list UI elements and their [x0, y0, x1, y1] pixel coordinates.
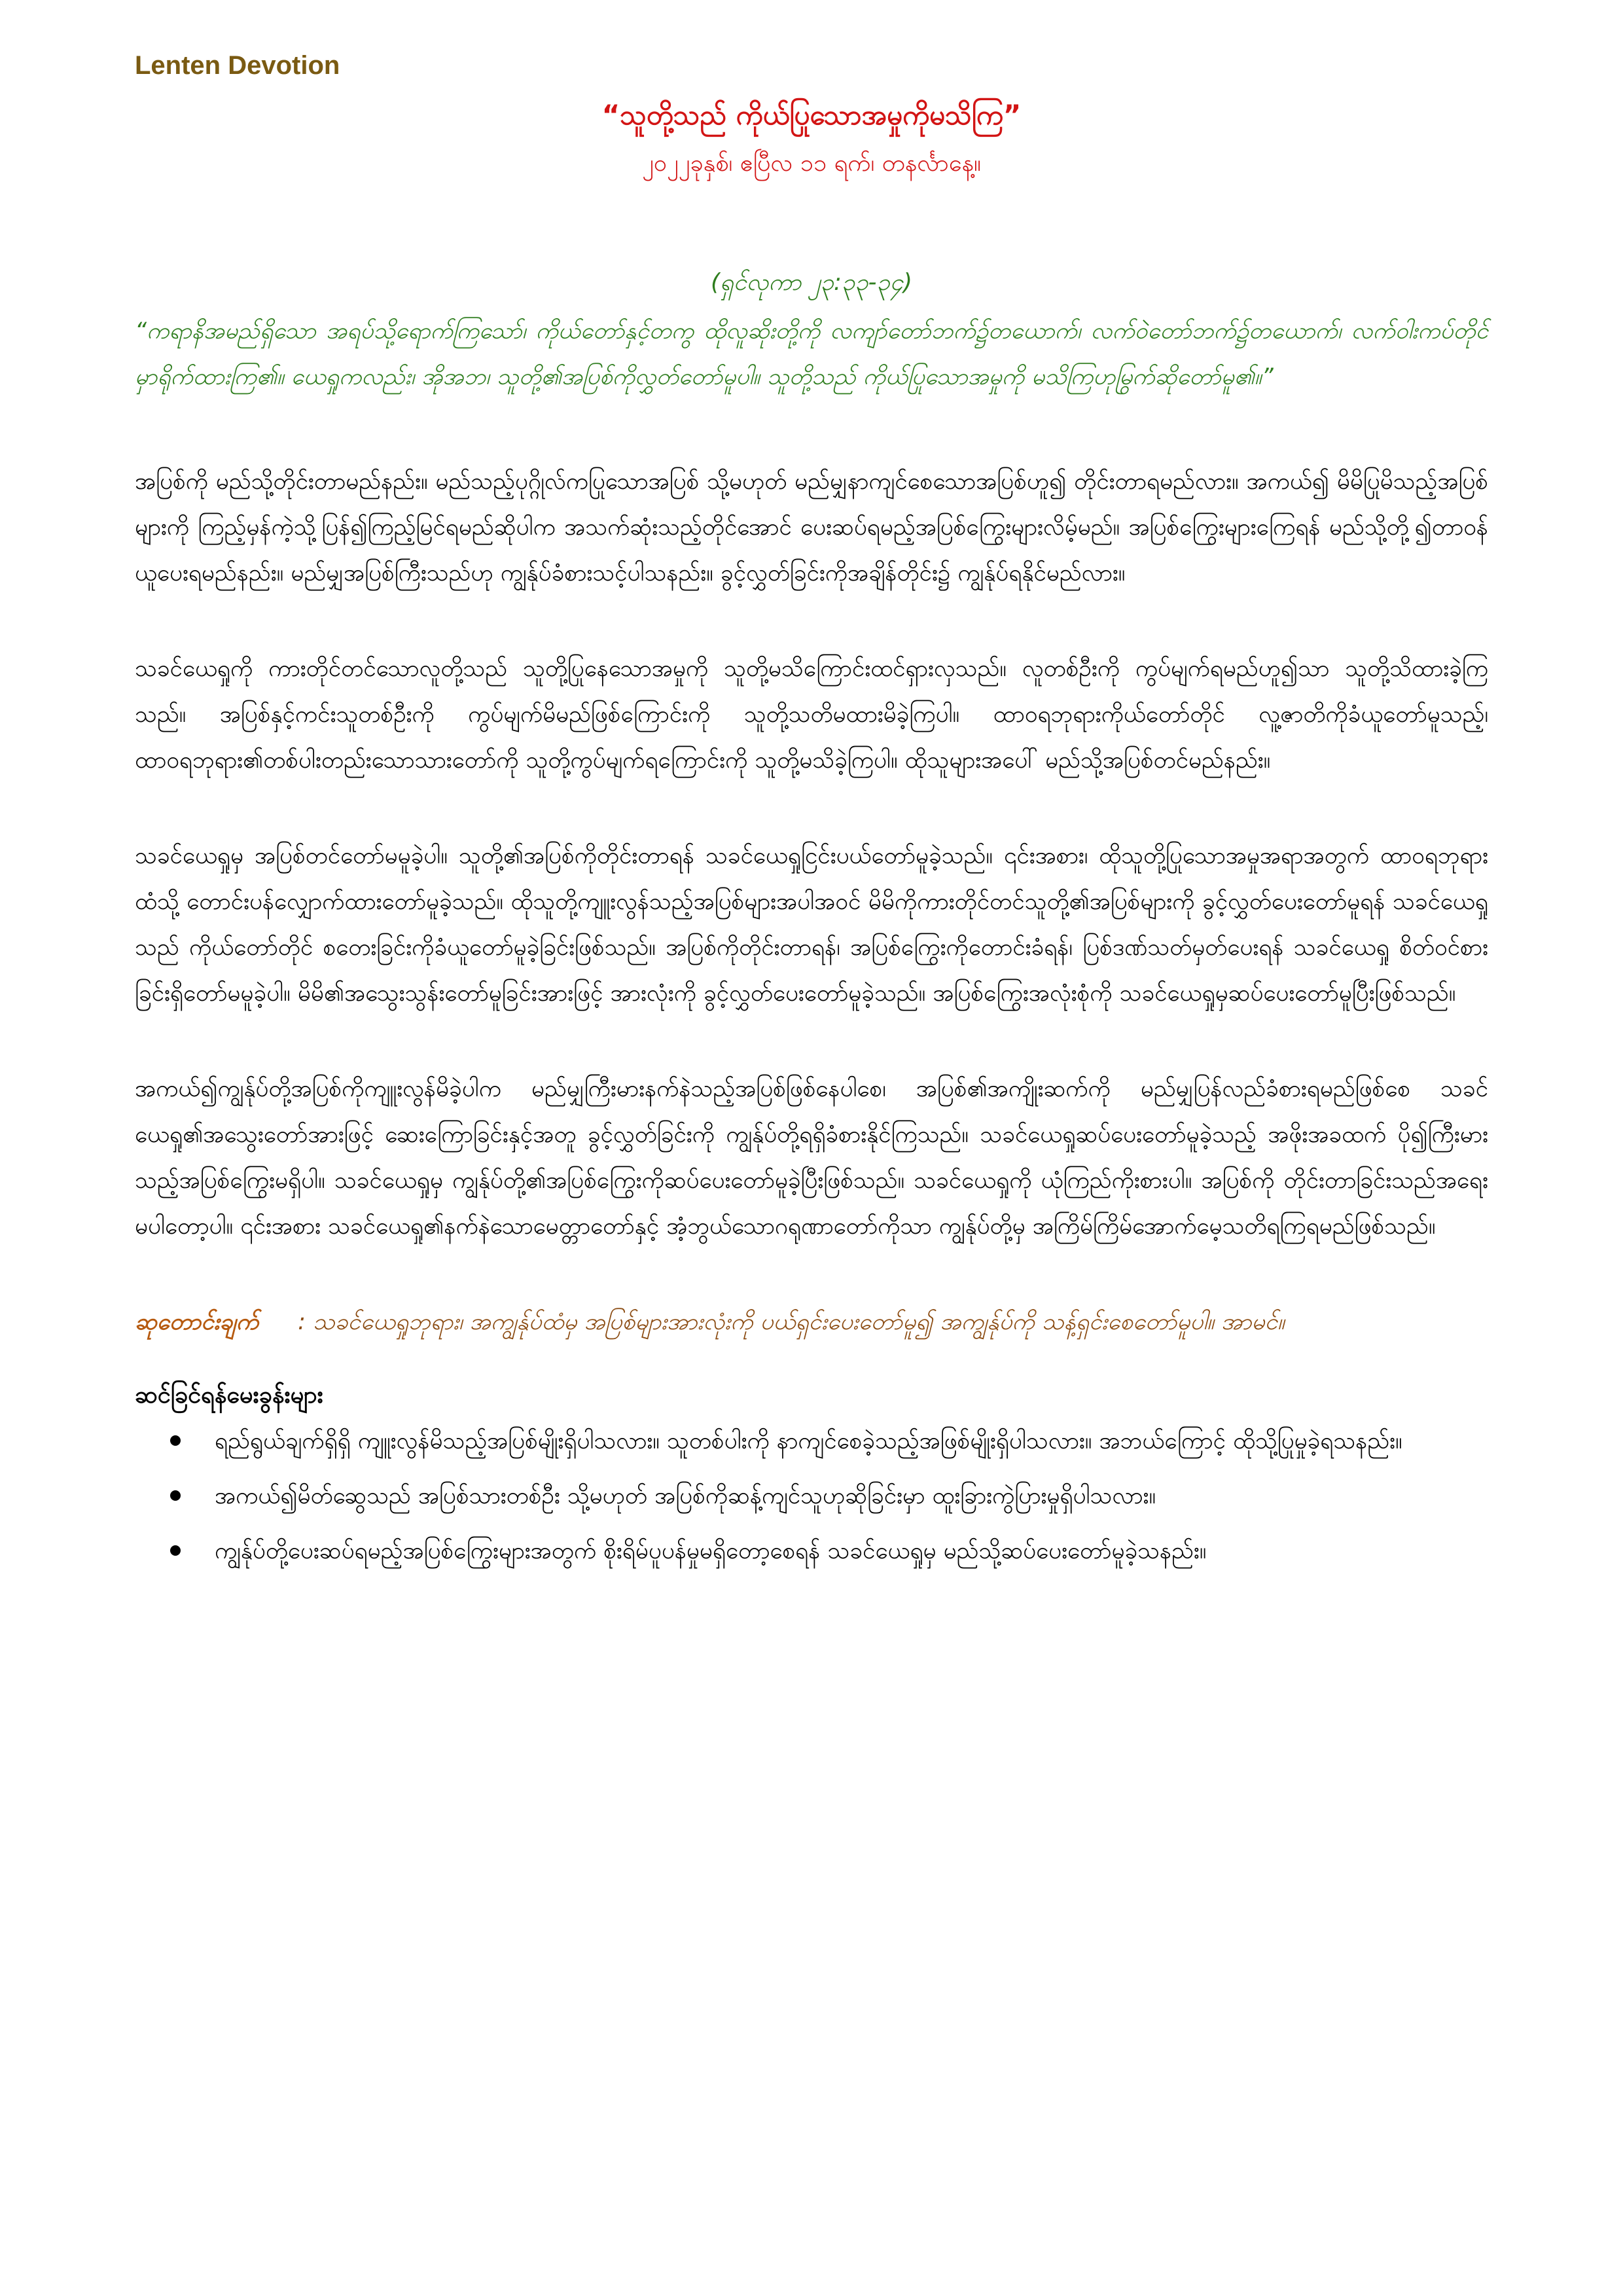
question-text: ကျွန်ုပ်တို့ပေးဆပ်ရမည့်အပြစ်ကြွေးများအတွက် စိုးရိမ်ပူပန်မှုမရှိတော့စေရန် သခင်ယေရှုမှ မည်သို့ဆပ်ပေးတော်မူခဲ့သနည်း။: [215, 1538, 1207, 1564]
scripture-reference: (ရှင်လုကာ ၂၃:၃၃-၃၄): [710, 269, 912, 296]
body-paragraph-3: သခင်ယေရှုမှ အပြစ်တင်တော်မမူခဲ့ပါ။ သူတို့၏အပြစ်ကိုတိုင်းတာရန် သခင်ယေရှုငြင်းပယ်တော်မူခဲ့သည်။ ၎င်းအစား၊ ထိုသူတို့ပြုသောအမှုအရာအတွက် ထာဝရဘုရားထံသို့ တောင်းပန်လျှောက်ထားတော်မူခဲ့သည်။ ထိုသူတို့ကျူးလွန်သည့်အပြစ်များအပါအဝင် မိမိကိုကားတိုင်တင်သူတို့၏အပြစ်များကို ခွင့်လွှတ်ပေးတော်မူရန် သခင်ယေရှုသည် ကိုယ်တော်တိုင် စတေးခြင်းကိုခံယူတော်မူခဲ့ခြင်းဖြစ်သည်။ အပြစ်ကိုတိုင်းတာရန်၊ အပြစ်ကြွေးကိုတောင်းခံရန်၊ ပြစ်ဒဏ်သတ်မှတ်ပေးရန် သခင်ယေရှု စိတ်ဝင်စားခြင်းရှိတော်မမူခဲ့ပါ။ မိမိ၏အသွေးသွန်းတော်မူခြင်းအားဖြင့် အားလုံးကို ခွင့်လွှတ်ပေးတော်မူခဲ့သည်။ အပြစ်ကြွေးအလုံးစုံကို သခင်ယေရှုမှဆပ်ပေးတော်မူပြီးဖြစ်သည်။: [135, 843, 1488, 1007]
prayer-text: : သခင်ယေရှုဘုရား၊ အကျွန်ုပ်ထံမှ အပြစ်များအားလုံးကို ပယ်ရှင်းပေးတော်မူ၍ အကျွန်ုပ်ကို သန့်ရှင်းစေတော်မူပါ။ အာမင်။: [298, 1309, 1285, 1335]
bullet-icon: [170, 1490, 181, 1501]
scripture-text: “ကရာနိအမည်ရှိသော အရပ်သို့ရောက်ကြသော်၊ ကိုယ်တော်နှင့်တကွ ထိုလူဆိုးတို့ကို လကျာ်တော်ဘက်၌တယောက်၊ လက်ဝဲတော်ဘက်၌တယောက်၊ လက်ဝါးကပ်တိုင်မှာရိုက်ထားကြ၏။ ယေရှုကလည်း၊ အိုအဘ၊ သူတို့၏အပြစ်ကိုလွှတ်တော်မူပါ။ သူတို့သည် ကိုယ်ပြုသောအမှုကို မသိကြဟုမြွက်ဆိုတော်မူ၏။”: [135, 318, 1488, 390]
questions-list: [135, 1418, 1488, 1574]
list-item: [215, 1473, 1488, 1519]
bullet-icon: [170, 1545, 181, 1556]
body-paragraph-2: သခင်ယေရှုကို ကားတိုင်တင်သောလူတို့သည် သူတို့ပြုနေသောအမှုကို သူတို့မသိကြောင်းထင်ရှားလှသည်။ လူတစ်ဦးကို ကွပ်မျက်ရမည်ဟူ၍သာ သူတို့သိထားခဲ့ကြသည်။ အပြစ်နှင့်ကင်းသူတစ်ဦးကို ကွပ်မျက်မိမည်ဖြစ်ကြောင်းကို သူတို့သတိမထားမိခဲ့ကြပါ။ ထာဝရဘုရားကိုယ်တော်တိုင် လူ့ဇာတိကိုခံယူတော်မူသည့်၊ ထာဝရဘုရား၏တစ်ပါးတည်းသောသားတော်ကို သူတို့ကွပ်မျက်ရကြောင်းကို သူတို့မသိခဲ့ကြပါ။ ထိုသူများအပေါ် မည်သို့အပြစ်တင်မည်နည်း။: [135, 656, 1488, 774]
list-item: [215, 1528, 1488, 1574]
question-text: အကယ်၍မိတ်ဆွေသည် အပြစ်သားတစ်ဦး သို့မဟုတ် အပြစ်ကိုဆန့်ကျင်သူဟုဆိုခြင်းမှာ ထူးခြားကွဲပြားမှုရှိပါသလား။: [215, 1483, 1156, 1509]
page-title: “သူတို့သည် ကိုယ်ပြုသောအမှုကိုမသိကြ”: [601, 99, 1022, 131]
series-label: Lenten Devotion: [135, 51, 340, 80]
body-paragraph-1: အပြစ်ကို မည်သို့တိုင်းတာမည်နည်း။ မည်သည့်ပုဂ္ဂိုလ်ကပြုသောအပြစ် သို့မဟုတ် မည်မျှနာကျင်စေသောအပြစ်ဟူ၍ တိုင်းတာရမည်လား။ အကယ်၍ မိမိပြုမိသည့်အပြစ်များကို ကြည့်မှန်ကဲ့သို့ပြန်၍ကြည့်မြင်ရမည်ဆိုပါက အသက်ဆုံးသည့်တိုင်အောင် ပေးဆပ်ရမည့်အပြစ်ကြွေးများလိမ့်မည်။ အပြစ်ကြွေးများကြေရန် မည်သို့တို့၍တာဝန်ယူပေးရမည်နည်း။ မည်မျှအပြစ်ကြီးသည်ဟု ကျွန်ုပ်ခံစားသင့်ပါသနည်း။ ခွင့်လွှတ်ခြင်းကိုအချိန်တိုင်း၌ ကျွန်ုပ်ရနိုင်မည်လား။: [135, 469, 1488, 586]
list-item: [215, 1418, 1488, 1464]
bullet-icon: [170, 1435, 181, 1446]
body-paragraph-4: အကယ်၍ကျွန်ုပ်တို့အပြစ်ကိုကျူးလွန်မိခဲ့ပါက မည်မျှကြီးမားနက်နဲသည့်အပြစ်ဖြစ်နေပါစေ၊ အပြစ်၏အကျိုးဆက်ကို မည်မျှပြန်လည်ခံစားရမည်ဖြစ်စေ သခင်ယေရှု၏အသွေးတော်အားဖြင့် ဆေးကြောခြင်းနှင့်အတူ ခွင့်လွှတ်ခြင်းကို ကျွန်ုပ်တို့ရရှိခံစားနိုင်ကြသည်။ သခင်ယေရှုဆပ်ပေးတော်မူခဲ့သည့် အဖိုးအခထက် ပို၍ကြီးမားသည့်အပြစ်ကြွေးမရှိပါ။ သခင်ယေရှုမှ ကျွန်ုပ်တို့၏အပြစ်ကြွေးကိုဆပ်ပေးတော်မူခဲ့ပြီးဖြစ်သည်။ သခင်ယေရှုကို ယုံကြည်ကိုးစားပါ။ အပြစ်ကို တိုင်းတာခြင်းသည်အရေးမပါတော့ပါ။ ၎င်းအစား သခင်ယေရှု၏နက်နဲသောမေတ္တာတော်နှင့် အံ့ဘွယ်သောဂရုဏာတော်ကိုသာ ကျွန်ုပ်တို့မှ အကြိမ်ကြိမ်အောက်မေ့သတိရကြရမည်ဖြစ်သည်။: [135, 1076, 1488, 1240]
devotion-date: ၂၀၂၂ခုနှစ်၊ ဧပြီလ ၁၁ ရက်၊ တနင်္လာနေ့။: [642, 150, 981, 177]
question-text: ရည်ရွယ်ချက်ရှိရှိ ကျူးလွန်မိသည့်အပြစ်မျိုးရှိပါသလား။ သူတစ်ပါးကို နာကျင်စေခဲ့သည့်အဖြစ်မျိုးရှိပါသလား။ အဘယ်ကြောင့် ထိုသို့ပြုမှုခဲ့ရသနည်း။: [215, 1428, 1402, 1454]
questions-heading: ဆင်ခြင်ရန်မေးခွန်းများ: [135, 1382, 323, 1408]
prayer-section: [135, 1299, 1488, 1345]
prayer-label: ဆုတောင်းချက်: [135, 1309, 259, 1335]
